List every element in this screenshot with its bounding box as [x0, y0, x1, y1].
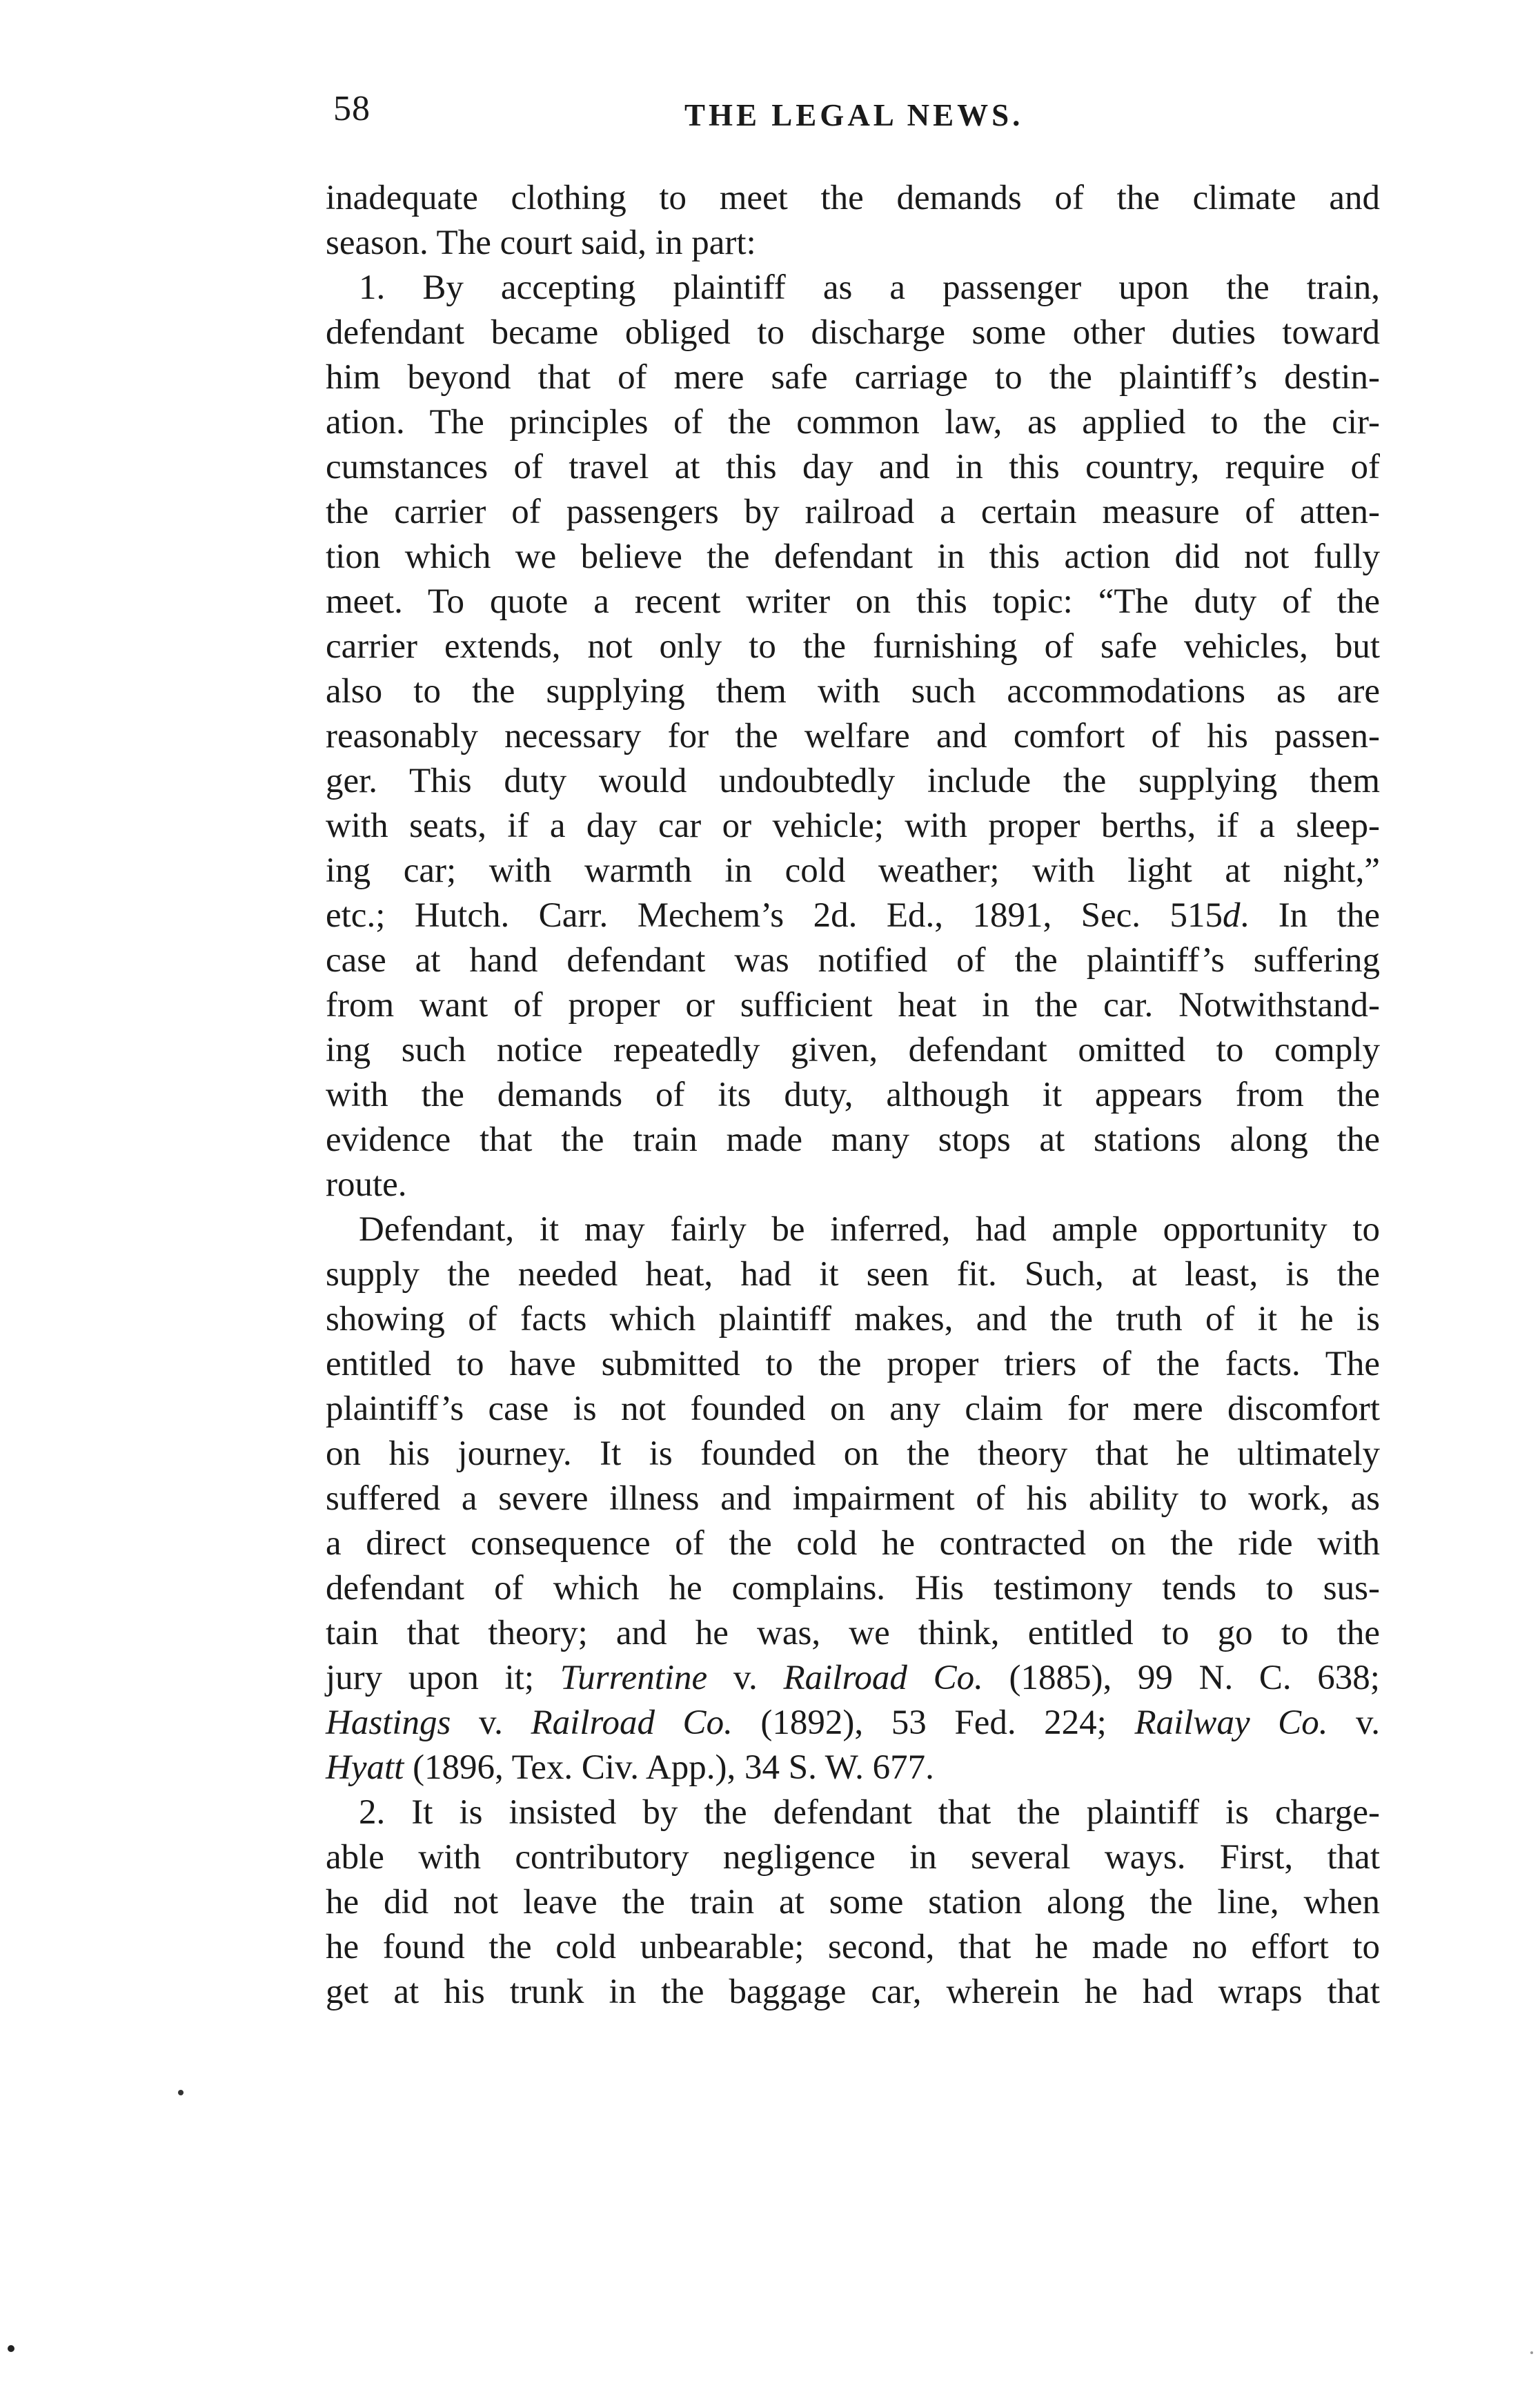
- line-text: ation. The principles of the common law, as applied to the cir-: [326, 403, 1380, 442]
- line-text: ing car; with warmth in cold weather; with light at night,”: [326, 851, 1380, 890]
- line-text: jury upon it;: [326, 1659, 560, 1697]
- text-line: [326, 1970, 1380, 2015]
- line-text: ing such notice repeatedly given, defendant omitted to comply: [326, 1031, 1380, 1069]
- line-text: with seats, if a day car or vehicle; with proper berths, if a sleep-: [326, 807, 1380, 845]
- line-text: v.: [451, 1703, 531, 1742]
- text-line: [326, 1432, 1380, 1476]
- page-number: 58: [333, 89, 371, 128]
- line-text: inadequate clothing to meet the demands of the climate and: [326, 179, 1380, 217]
- text-line: [326, 1611, 1380, 1656]
- line-text: v.: [1327, 1703, 1380, 1742]
- line-text: him beyond that of mere safe carriage to the plaintiff’s destin-: [326, 358, 1380, 397]
- text-line: [326, 804, 1380, 849]
- text-line: [326, 1790, 1380, 1835]
- line-text: with the demands of its duty, although it appears from the: [326, 1076, 1380, 1114]
- text-line: [326, 759, 1380, 804]
- line-text: get at his trunk in the baggage car, wherein he had wraps that: [326, 1973, 1380, 2011]
- text-line: [326, 1118, 1380, 1163]
- line-text: also to the supplying them with such accommodations as are: [326, 672, 1380, 711]
- line-text: on his journey. It is founded on the theory that he ultimately: [326, 1434, 1380, 1473]
- text-line: [326, 1207, 1380, 1252]
- line-text: able with contributory negligence in several ways. First, that: [326, 1838, 1380, 1877]
- text-line: [326, 1342, 1380, 1387]
- line-text: cumstances of travel at this day and in this country, require of: [326, 448, 1380, 486]
- text-line: [326, 849, 1380, 893]
- text-line: [326, 1163, 1380, 1207]
- line-text: case at hand defendant was notified of the plaintiff’s suffering: [326, 941, 1380, 980]
- line-text: he found the cold unbearable; second, that he made no effort to: [326, 1928, 1380, 1966]
- text-line: [326, 1746, 1380, 1790]
- text-line: [326, 1566, 1380, 1611]
- line-text: defendant became obliged to discharge some other duties toward: [326, 313, 1380, 352]
- line-text: season. The court said, in part:: [326, 224, 756, 262]
- line-text: ger. This duty would undoubtedly include the supplying them: [326, 762, 1380, 800]
- line-text: (1885), 99 N. C. 638;: [983, 1659, 1380, 1697]
- line-text: he did not leave the train at some station along the line, when: [326, 1883, 1380, 1921]
- text-line: [326, 490, 1380, 535]
- line-text: suffered a severe illness and impairment of his ability to work, as: [326, 1479, 1380, 1518]
- line-text: a direct consequence of the cold he contracted on the ride with: [326, 1524, 1380, 1563]
- text-line: [326, 1521, 1380, 1566]
- text-line: [326, 1656, 1380, 1701]
- scan-speck: [8, 2345, 14, 2352]
- text-line: [326, 1476, 1380, 1521]
- line-text: reasonably necessary for the welfare and comfort of his passen-: [326, 717, 1380, 755]
- text-line: [326, 714, 1380, 759]
- text-line: [326, 1701, 1380, 1746]
- italic-text: Railroad Co.: [531, 1703, 733, 1742]
- text-line: [326, 266, 1380, 310]
- text-line: [326, 1073, 1380, 1118]
- line-text: 1. By accepting plaintiff as a passenger upon the train,: [359, 268, 1380, 307]
- text-line: [326, 221, 1380, 266]
- text-line: [326, 176, 1380, 221]
- text-line: [326, 1880, 1380, 1925]
- line-text: (1892), 53 Fed. 224;: [732, 1703, 1135, 1742]
- text-line: [326, 983, 1380, 1028]
- text-line: [326, 893, 1380, 938]
- line-text: defendant of which he complains. His testimony tends to sus-: [326, 1569, 1380, 1608]
- italic-text: Hyatt: [326, 1748, 404, 1787]
- text-line: [326, 310, 1380, 355]
- italic-text: d: [1223, 896, 1241, 935]
- scan-speck: [178, 2090, 184, 2095]
- line-text: entitled to have submitted to the proper triers of the facts. The: [326, 1345, 1380, 1383]
- text-line: [326, 1387, 1380, 1432]
- italic-text: Hastings: [326, 1703, 451, 1742]
- line-text: evidence that the train made many stops at stations along the: [326, 1120, 1380, 1159]
- text-line: [326, 400, 1380, 445]
- text-line: [326, 1297, 1380, 1342]
- text-line: [326, 1028, 1380, 1073]
- line-text: etc.; Hutch. Carr. Mechem’s 2d. Ed., 1891, Sec. 515: [326, 896, 1223, 935]
- line-text: 2. It is insisted by the defendant that the plaintiff is charge-: [359, 1793, 1380, 1832]
- line-text: route.: [326, 1165, 407, 1204]
- text-line: [326, 355, 1380, 400]
- line-text: Defendant, it may fairly be inferred, had ample opportunity to: [359, 1210, 1380, 1249]
- line-text: . In the: [1240, 896, 1380, 935]
- scan-speck: [1530, 2351, 1533, 2354]
- text-line: [326, 580, 1380, 624]
- text-line: [326, 445, 1380, 490]
- line-text: tain that theory; and he was, we think, entitled to go to the: [326, 1614, 1380, 1652]
- italic-text: Railway Co.: [1134, 1703, 1328, 1742]
- line-text: carrier extends, not only to the furnishing of safe vehicles, but: [326, 627, 1380, 666]
- text-line: [326, 624, 1380, 669]
- line-text: meet. To quote a recent writer on this topic: “The duty of the: [326, 582, 1380, 621]
- body-text: [326, 176, 1380, 2015]
- running-head: THE LEGAL NEWS.: [684, 98, 1024, 132]
- line-text: the carrier of passengers by railroad a certain measure of atten-: [326, 493, 1380, 531]
- italic-text: Turrentine: [560, 1659, 708, 1697]
- italic-text: Railroad Co.: [783, 1659, 983, 1697]
- text-line: [326, 1835, 1380, 1880]
- text-line: [326, 1252, 1380, 1297]
- line-text: (1896, Tex. Civ. App.), 34 S. W. 677.: [404, 1748, 934, 1787]
- line-text: supply the needed heat, had it seen fit. Such, at least, is the: [326, 1255, 1380, 1294]
- text-line: [326, 535, 1380, 580]
- text-line: [326, 1925, 1380, 1970]
- text-line: [326, 669, 1380, 714]
- line-text: from want of proper or sufficient heat in the car. Notwithstand-: [326, 986, 1380, 1025]
- line-text: tion which we believe the defendant in this action did not fully: [326, 537, 1380, 576]
- line-text: v.: [707, 1659, 784, 1697]
- text-line: [326, 938, 1380, 983]
- line-text: showing of facts which plaintiff makes, and the truth of it he is: [326, 1300, 1380, 1338]
- line-text: plaintiff’s case is not founded on any claim for mere discomfort: [326, 1390, 1380, 1428]
